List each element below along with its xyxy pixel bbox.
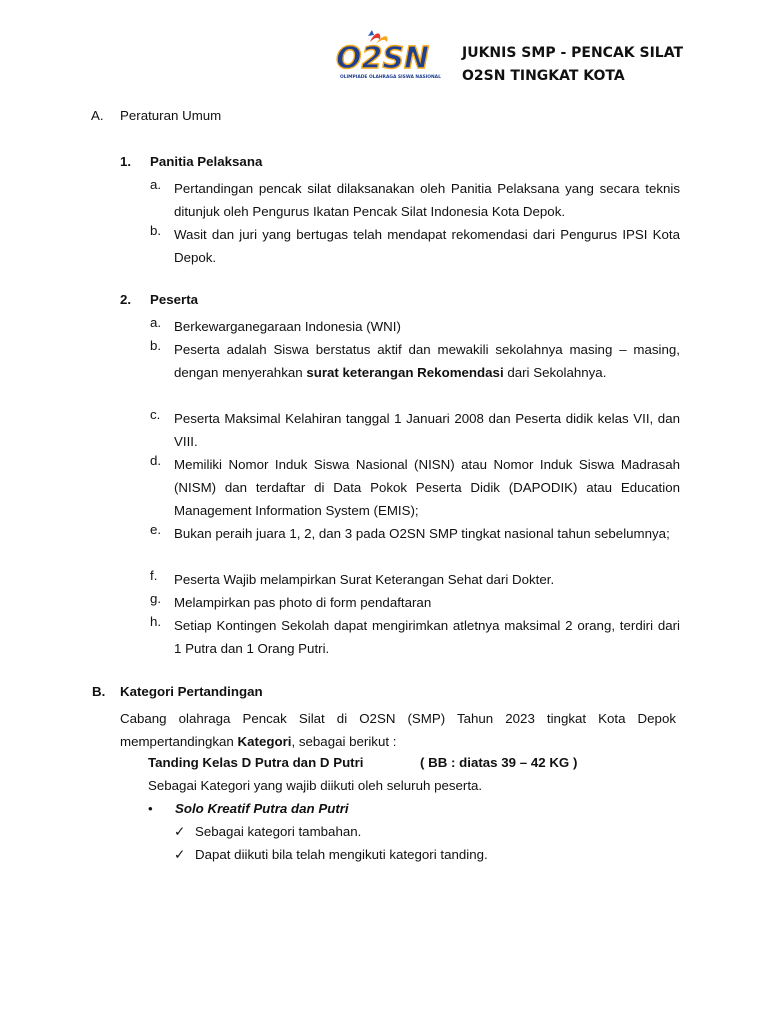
list-item-text: Pertandingan pencak silat dilaksanakan oleh Panitia Pelaksana yang secara teknis ditunjuk oleh Pengurus Ikatan Pencak Silat Indonesia Kota Depok. (174, 181, 680, 219)
list-item-letter: c. (150, 407, 161, 422)
subsection-2-number: 2. (120, 292, 132, 307)
solo-kreatif-title: Solo Kreatif Putra dan Putri (175, 801, 349, 816)
list-item-letter: b. (150, 338, 162, 353)
section-a-label: A. (91, 108, 104, 123)
subsection-1-number: 1. (120, 154, 132, 169)
list-item-text: Peserta Wajib melampirkan Surat Keterangan Sehat dari Dokter. (174, 572, 555, 587)
section-b-title: Kategori Pertandingan (120, 684, 263, 699)
subsection-2-title: Peserta (150, 292, 199, 307)
o2sn-logo (332, 28, 442, 82)
section-b-label: B. (92, 684, 106, 699)
list-item-text: Setiap Kontingen Sekolah dapat mengirimkan atletnya maksimal 2 orang, terdiri dari 1 Putra dan 1 Orang Putri. (174, 618, 680, 656)
list-item-text-part: dari Sekolahnya. (503, 365, 607, 380)
tanding-note: Sebagai Kategori yang wajib diikuti oleh seluruh peserta. (148, 778, 483, 793)
tanding-weight-range: ( BB : diatas 39 – 42 KG ) (420, 755, 578, 770)
rekomendasi-emphasis: surat keterangan Rekomendasi (306, 365, 504, 380)
intro-text-part: , sebagai berikut : (291, 734, 397, 749)
list-item-text: Wasit dan juri yang bertugas telah mendapat rekomendasi dari Pengurus IPSI Kota Depok. (174, 227, 680, 265)
list-item-text: Berkewarganegaraan Indonesia (WNI) (174, 319, 401, 334)
checkmark-icon: ✓ (174, 847, 186, 862)
list-item-letter: a. (150, 177, 162, 192)
o2sn-logo-graphic (332, 28, 442, 82)
title-line-2: O2SN TINGKAT KOTA (462, 68, 625, 84)
intro-text-part: Cabang olahraga Pencak Silat di O2SN (SMP) Tahun 2023 tingkat Kota Depok mempertandingkan (120, 711, 676, 749)
section-b-intro (120, 707, 676, 753)
document-title (462, 42, 683, 88)
check-item: Dapat diikuti bila telah mengikuti kategori tanding. (195, 847, 488, 862)
list-item-text (174, 338, 680, 384)
list-item-letter: f. (150, 568, 158, 583)
list-item-text: Bukan peraih juara 1, 2, dan 3 pada O2SN SMP tingkat nasional tahun sebelumnya; (174, 526, 670, 541)
checkmark-icon: ✓ (174, 824, 186, 839)
list-item-text: Memiliki Nomor Induk Siswa Nasional (NISN) atau Nomor Induk Siswa Madrasah (NISM) dan terdaftar di Data Pokok Peserta Didik (DAPODIK) atau Education Management Information System (EMIS); (174, 457, 680, 518)
subsection-1-title: Panitia Pelaksana (150, 154, 263, 169)
svg-text:OLIMPIADE OLAHRAGA SISWA NASIO: OLIMPIADE OLAHRAGA SISWA NASIONAL (340, 75, 441, 80)
title-line-1: JUKNIS SMP - PENCAK SILAT (462, 45, 684, 61)
list-item-letter: e. (150, 522, 162, 537)
list-item-letter: h. (150, 614, 162, 629)
list-item-letter: b. (150, 223, 162, 238)
list-item-letter: d. (150, 453, 162, 468)
kategori-emphasis: Kategori (237, 734, 292, 749)
svg-text:O2SN: O2SN (336, 41, 430, 76)
list-item-letter: g. (150, 591, 162, 606)
list-item-letter: a. (150, 315, 162, 330)
check-item: Sebagai kategori tambahan. (195, 824, 362, 839)
list-item-text: Peserta Maksimal Kelahiran tanggal 1 Januari 2008 dan Peserta didik kelas VII, dan VIII. (174, 411, 680, 449)
section-a-title: Peraturan Umum (120, 108, 222, 123)
list-item-text-part: Peserta adalah Siswa berstatus aktif dan mewakili sekolahnya masing – masing, dengan menyerahkan (174, 342, 680, 380)
bullet-icon: • (148, 801, 153, 816)
tanding-category-label: Tanding Kelas D Putra dan D Putri (148, 755, 364, 770)
list-item-text: Melampirkan pas photo di form pendaftaran (174, 595, 432, 610)
